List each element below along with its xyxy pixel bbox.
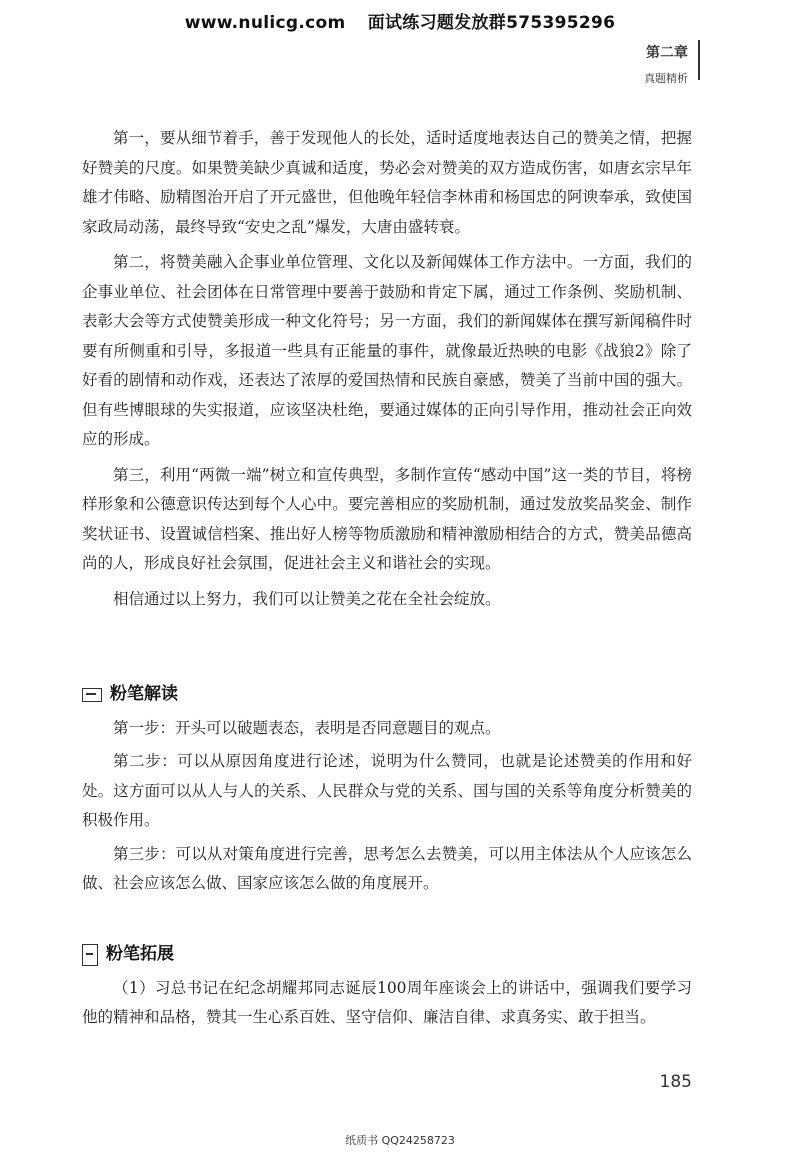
section-extension	[82, 940, 692, 1037]
paragraph: （1）习总书记在纪念胡耀邦同志诞辰100周年座谈会上的讲话中，强调我们要学习他的精神和品格，赞其一生心系百姓、坚守信仰、廉洁自律、求真务实、敢于担当。	[82, 978, 692, 1026]
paragraph: 第一，要从细节着手，善于发现他人的长处，适时适度地表达自己的赞美之情，把握好赞美的尺度。如果赞美缺少真诚和适度，势必会对赞美的双方造成伤害，如唐玄宗早年雄才伟略、励精图治开启了开元盛世，但他晚年轻信李林甫和杨国忠的阿谀奉承，致使国家政局动荡，最终导致“安史之乱”爆发，大唐由盛转衰。	[82, 129, 692, 236]
paragraph: 第一步：开头可以破题表态，表明是否同意题目的观点。	[113, 718, 501, 737]
page-number: 185	[659, 1072, 692, 1092]
answer-body	[82, 124, 692, 620]
footer-text: 纸质书 QQ24258723	[345, 1134, 455, 1147]
paragraph: 相信通过以上努力，我们可以让赞美之花在全社会绽放。	[113, 589, 501, 608]
header-divider	[698, 40, 700, 80]
section-heading	[82, 680, 692, 710]
chapter-title: 第二章	[646, 45, 688, 61]
chapter-header	[644, 42, 688, 86]
book-icon	[82, 944, 98, 966]
section-title: 粉笔拓展	[106, 944, 174, 964]
section-title: 粉笔解读	[110, 684, 178, 704]
section-reading	[82, 680, 692, 903]
watermark	[0, 8, 800, 33]
paragraph: 第二，将赞美融入企事业单位管理、文化以及新闻媒体工作方法中。一方面，我们的企事业单位、社会团体在日常管理中要善于鼓励和肯定下属，通过工作条例、奖励机制、表彰大会等方式使赞美形成一种文化符号；另一方面，我们的新闻媒体在撰写新闻稿件时要有所侧重和引导，多报道一些具有正能量的事件，就像最近热映的电影《战狼2》除了好看的剧情和动作戏，还表达了浓厚的爱国热情和民族自豪感，赞美了当前中国的强大。但有些博眼球的失实报道，应该坚决杜绝，要通过媒体的正向引导作用，推动社会正向效应的形成。	[82, 253, 692, 448]
notebook-icon	[82, 688, 102, 702]
paragraph: 第三，利用“两微一端”树立和宣传典型，多制作宣传“感动中国”这一类的节目，将榜样形象和公德意识传达到每个人心中。要完善相应的奖励机制，通过发放奖品奖金、制作奖状证书、设置诚信档案、推出好人榜等物质激励和精神激励相结合的方式，赞美品德高尚的人，形成良好社会氛围，促进社会主义和谐社会的实现。	[82, 465, 692, 572]
watermark-text: 面试练习题发放群575395296	[367, 13, 616, 33]
section-heading	[82, 940, 692, 970]
paragraph: 第三步：可以从对策角度进行完善，思考怎么去赞美，可以用主体法从个人应该怎么做、社会应该怎么做、国家应该怎么做的角度展开。	[82, 844, 692, 892]
watermark-site: www.nulicg.com	[184, 13, 346, 33]
chapter-subtitle: 真题精析	[644, 72, 688, 85]
paragraph: 第二步：可以从原因角度进行论述，说明为什么赞同，也就是论述赞美的作用和好处。这方面可以从人与人的关系、人民群众与党的关系、国与国的关系等角度分析赞美的积极作用。	[82, 752, 692, 829]
